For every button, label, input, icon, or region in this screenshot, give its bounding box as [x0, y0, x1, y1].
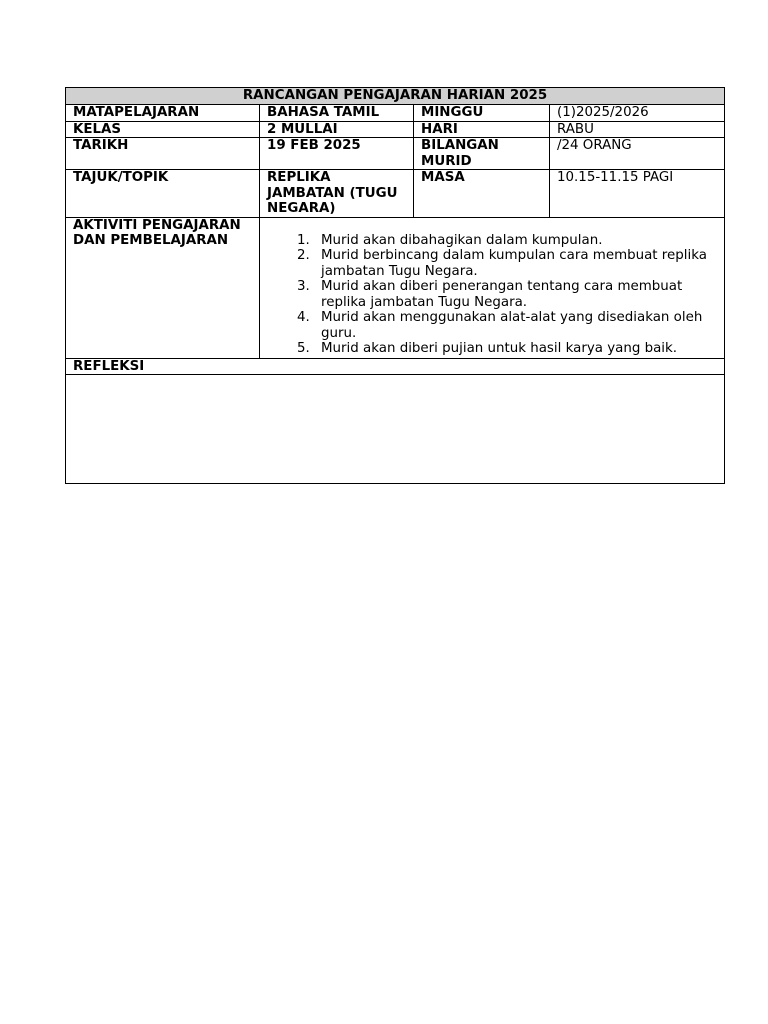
info-row-class: [66, 121, 725, 138]
topic-value: REPLIKA JAMBATAN (TUGU NEGARA): [260, 170, 414, 218]
date-label: TARIKH: [66, 138, 260, 170]
document-title: RANCANGAN PENGAJARAN HARIAN 2025: [66, 88, 725, 105]
activities-label: AKTIVITI PENGAJARAN DAN PEMBELAJARAN: [66, 217, 260, 358]
topic-label: TAJUK/TOPIK: [66, 170, 260, 218]
list-item: 3. Murid akan diberi penerangan tentang cara membuat replika jambatan Tugu Negara.: [314, 279, 717, 310]
week-label: MINGGU: [414, 104, 550, 121]
subject-label: MATAPELAJARAN: [66, 104, 260, 121]
time-value: 10.15-11.15 PAGI: [550, 170, 725, 218]
list-item: 2. Murid berbincang dalam kumpulan cara membuat replika jambatan Tugu Negara.: [314, 248, 717, 279]
reflection-header-row: [66, 358, 725, 375]
class-label: KELAS: [66, 121, 260, 138]
day-value: RABU: [550, 121, 725, 138]
time-label: MASA: [414, 170, 550, 218]
reflection-content: [66, 375, 725, 484]
reflection-label: REFLEKSI: [66, 358, 725, 375]
info-row-date: [66, 138, 725, 170]
reflection-body-row: [66, 375, 725, 484]
list-item: 5. Murid akan diberi pujian untuk hasil karya yang baik.: [314, 341, 717, 357]
day-label: HARI: [414, 121, 550, 138]
activities-cell: [260, 217, 725, 358]
subject-value: BAHASA TAMIL: [260, 104, 414, 121]
class-value: 2 MULLAI: [260, 121, 414, 138]
activities-list: [267, 233, 717, 357]
activities-row: [66, 217, 725, 358]
student-count-value: /24 ORANG: [550, 138, 725, 170]
list-item: 4. Murid akan menggunakan alat-alat yang disediakan oleh guru.: [314, 310, 717, 341]
list-item: 1. Murid akan dibahagikan dalam kumpulan.: [314, 233, 717, 249]
info-row-topic: [66, 170, 725, 218]
student-count-label: BILANGAN MURID: [414, 138, 550, 170]
week-value: (1)2025/2026: [550, 104, 725, 121]
lesson-plan-table: [65, 87, 725, 484]
info-row-subject: [66, 104, 725, 121]
title-row: [66, 88, 725, 105]
date-value: 19 FEB 2025: [260, 138, 414, 170]
